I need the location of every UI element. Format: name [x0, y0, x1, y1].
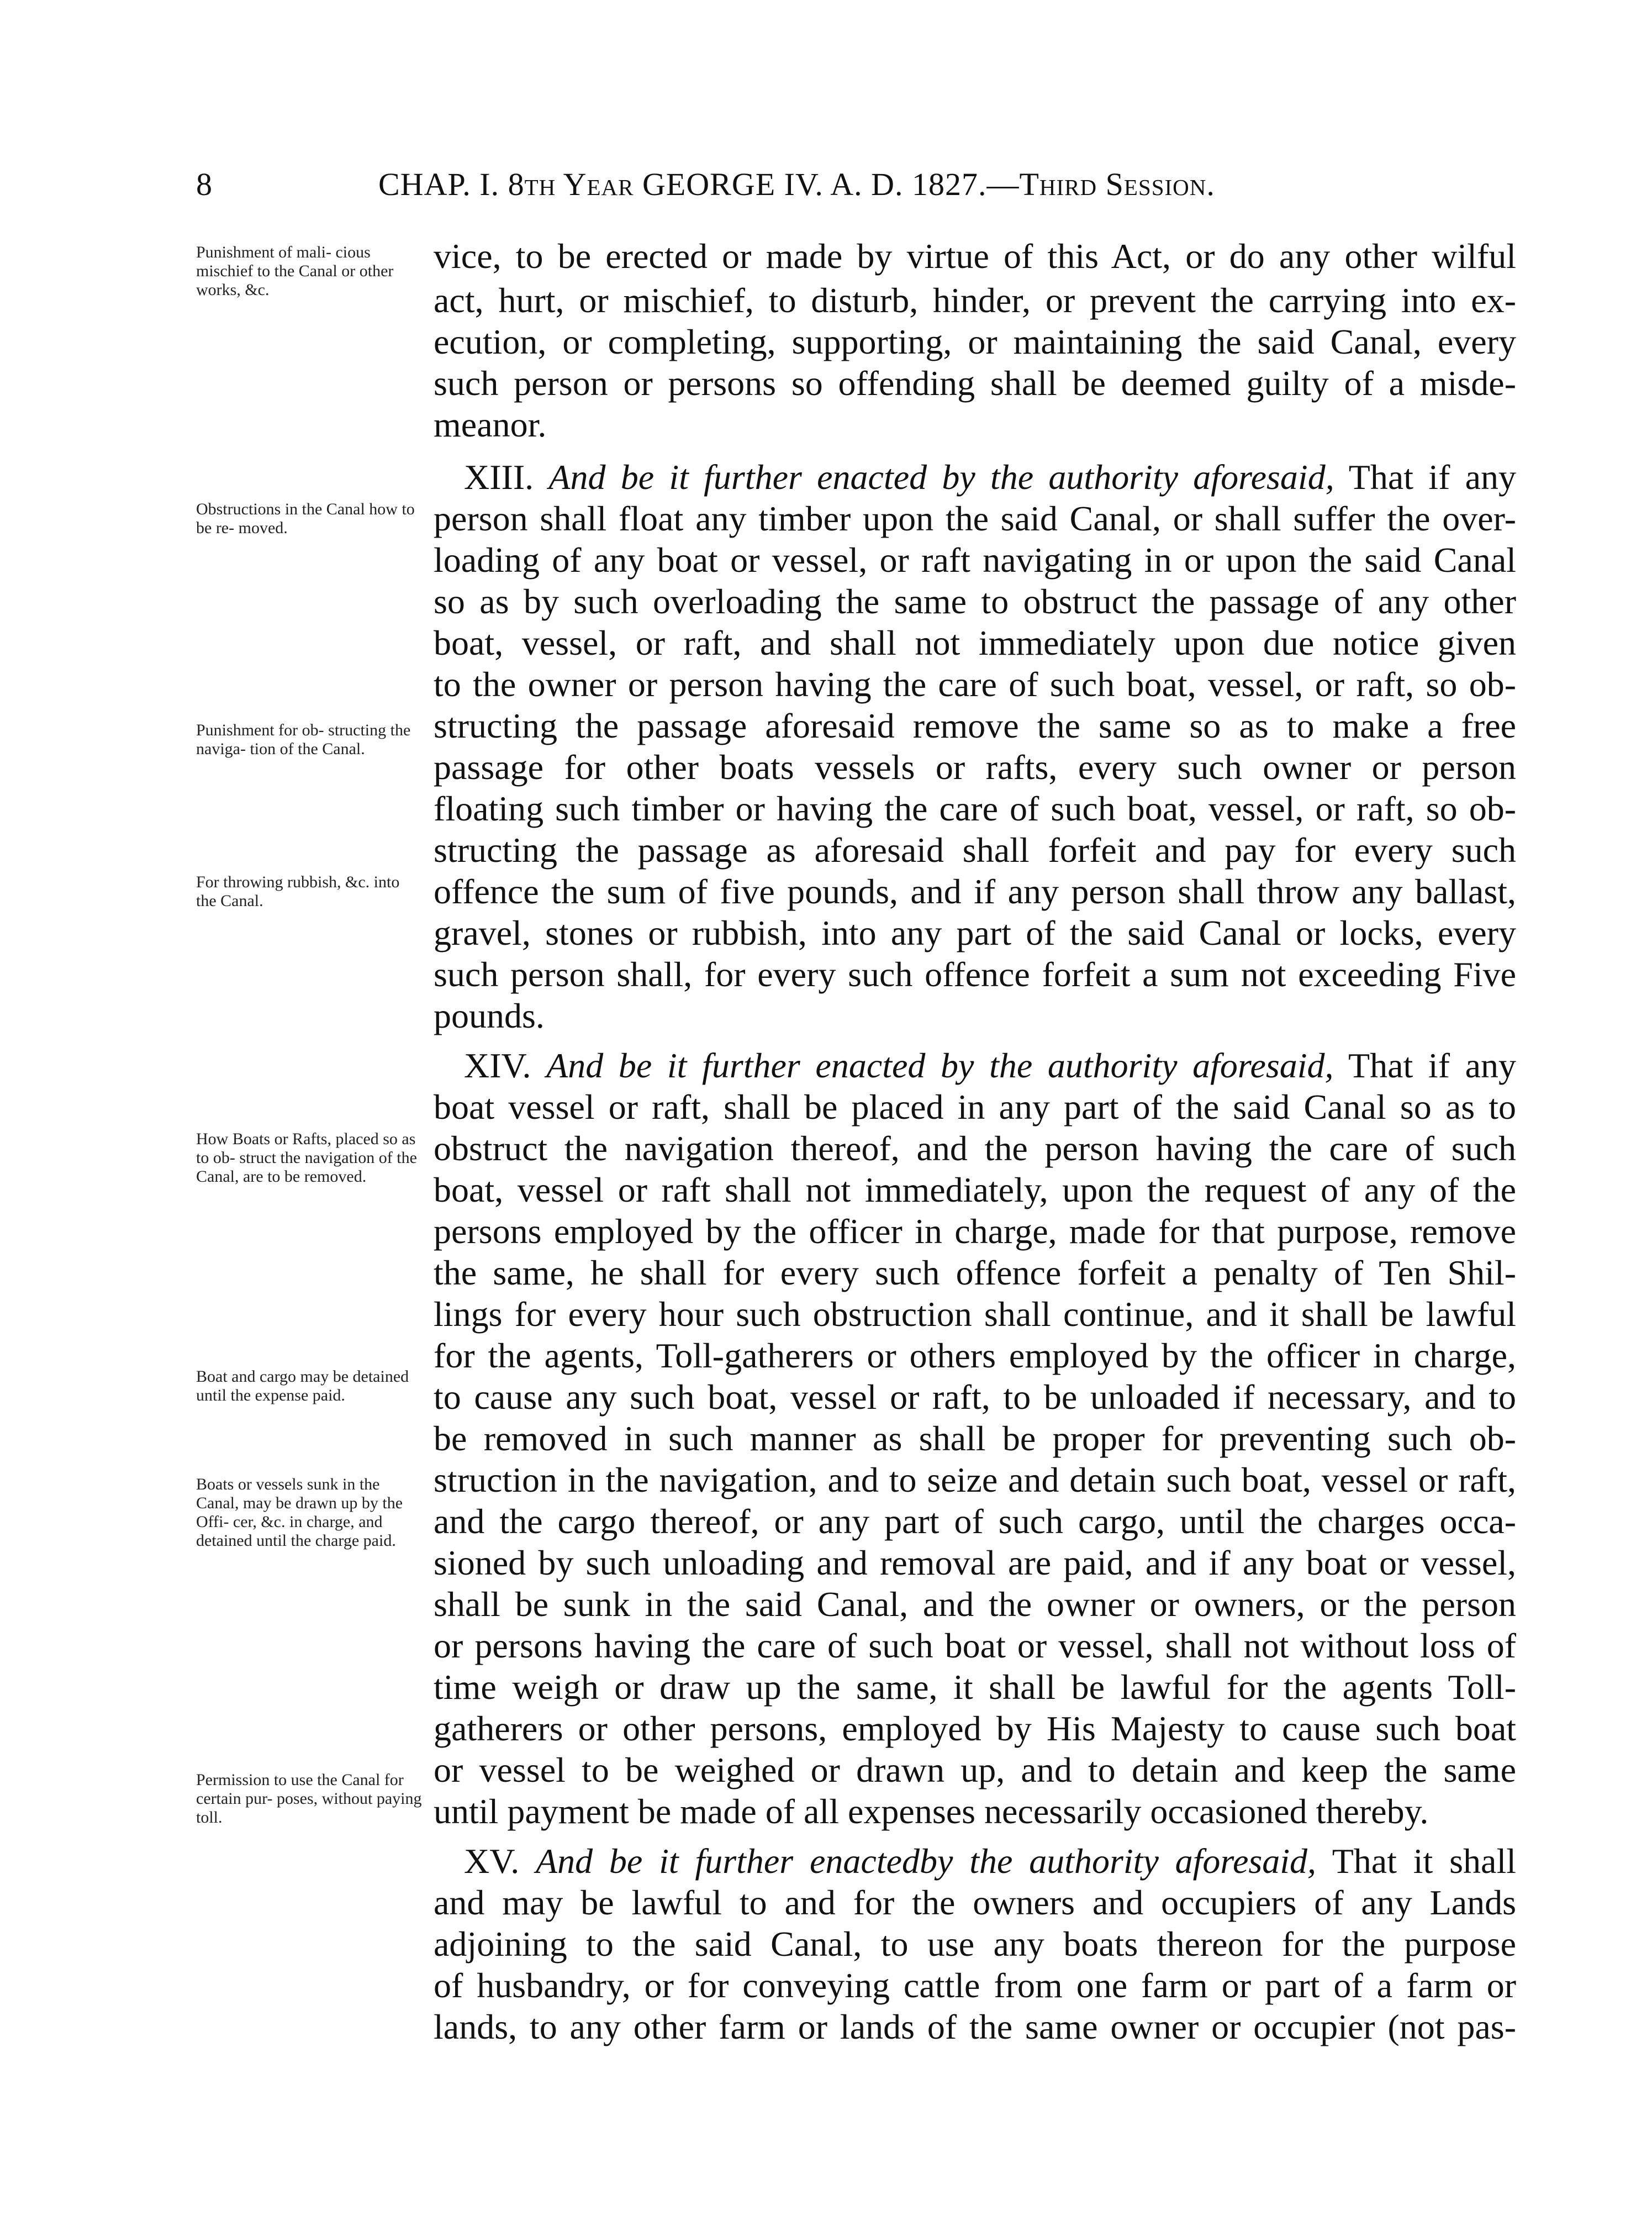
text-line: lands, to any other farm or lands of the same owner or occupier (not pas-	[434, 2007, 1516, 2046]
text-line: persons employed by the officer in charge, made for that purpose, remove	[434, 1212, 1516, 1251]
text-line: obstruct the navigation thereof, and the person having the care of such	[434, 1129, 1516, 1168]
text-line: until payment be made of all expenses necessarily occasioned thereby.	[434, 1792, 1429, 1831]
text-line: ecution, or completing, supporting, or maintaining the said Canal, every	[434, 322, 1516, 361]
text-line: loading of any boat or vessel, or raft navigating in or upon the said Canal	[434, 540, 1516, 580]
section-heading-xv	[464, 1840, 1516, 1883]
section-number: XIV.	[464, 1046, 531, 1085]
text-line: such person shall, for every such offence forfeit a sum not exceeding Five	[434, 955, 1516, 994]
section-heading-xiv	[464, 1044, 1516, 1087]
text-line: sioned by such unloading and removal are paid, and if any boat or vessel,	[434, 1543, 1516, 1582]
sidenote-permission-toll: Permission to use the Canal for certain pur- poses, without paying toll.	[196, 1771, 422, 1827]
text-line: structing the passage aforesaid remove the same so as to make a free	[434, 706, 1516, 745]
text-line: for the agents, Toll-gatherers or others employed by the officer in charge,	[434, 1336, 1516, 1375]
text-line: to cause any such boat, vessel or raft, to be unloaded if necessary, and to	[434, 1377, 1516, 1417]
text-line: shall be sunk in the said Canal, and the owner or owners, or the person	[434, 1585, 1516, 1624]
sidenote-obstructions: Obstructions in the Canal how to be re- moved.	[196, 500, 415, 537]
sidenote-throwing-rubbish: For throwing rubbish, &c. into the Canal.	[196, 873, 400, 910]
text-line: and the cargo thereof, or any part of such cargo, until the charges occa-	[434, 1502, 1516, 1541]
text-line: act, hurt, or mischief, to disturb, hinder, or prevent the carrying into ex-	[434, 281, 1516, 320]
text-line: or persons having the care of such boat or vessel, shall not without loss of	[434, 1626, 1516, 1665]
running-header	[196, 166, 1489, 215]
section-heading-xiii	[464, 456, 1516, 499]
text-line: adjoining to the said Canal, to use any boats thereon for the purpose	[434, 1924, 1516, 1964]
section-intro-tail: That if any	[1348, 457, 1516, 497]
text-line: person shall float any timber upon the said Canal, or shall suffer the over-	[434, 499, 1516, 538]
text-line: or vessel to be weighed or drawn up, and to detain and keep the same	[434, 1750, 1516, 1789]
text-line: meanor.	[434, 405, 547, 444]
text-line: time weigh or draw up the same, it shall be lawful for the agents Toll-	[434, 1667, 1516, 1707]
section-intro-tail: That if any	[1348, 1046, 1516, 1085]
text-line: floating such timber or having the care of such boat, vessel, or raft, so ob-	[434, 789, 1516, 828]
text-line: of husbandry, or for conveying cattle from one farm or part of a farm or	[434, 1966, 1516, 2005]
page-number: 8	[196, 166, 213, 202]
text-line: such person or persons so offending shall be deemed guilty of a misde-	[434, 364, 1516, 403]
text-line: pounds.	[434, 996, 545, 1035]
text-line: passage for other boats vessels or rafts, every such owner or person	[434, 748, 1516, 787]
text-line: structing the passage as aforesaid shall forfeit and pay for every such	[434, 830, 1516, 870]
text-line: struction in the navigation, and to seize and detain such boat, vessel or raft,	[434, 1460, 1516, 1499]
text-line: gatherers or other persons, employed by His Majesty to cause such boat	[434, 1709, 1516, 1748]
section-number: XIII.	[464, 457, 534, 497]
text-line: so as by such overloading the same to obstruct the passage of any other	[434, 582, 1516, 621]
section-intro-tail: That it shall	[1332, 1841, 1516, 1881]
text-line: gravel, stones or rubbish, into any part of the said Canal or locks, every	[434, 913, 1516, 952]
sidenote-malicious-mischief: Punishment of mali- cious mischief to the Canal or other works, &c.	[196, 243, 394, 299]
section-number: XV.	[464, 1841, 520, 1881]
text-line: lings for every hour such obstruction shall continue, and it shall be lawful	[434, 1294, 1516, 1334]
text-line: boat, vessel or raft shall not immediately, upon the request of any of the	[434, 1170, 1516, 1209]
text-line: to the owner or person having the care of such boat, vessel, or raft, so ob-	[434, 665, 1516, 704]
text-line: be removed in such manner as shall be proper for preventing such ob-	[434, 1419, 1516, 1458]
text-line: boat, vessel, or raft, and shall not immediately upon due notice given	[434, 623, 1516, 662]
sidenote-punishment-obstructing: Punishment for ob- structing the naviga- tion of the Canal.	[196, 721, 411, 758]
sidenote-sunk-vessels: Boats or vessels sunk in the Canal, may be drawn up by the Offi- cer, &c. in charge, and detained until the charge paid.	[196, 1475, 403, 1550]
enacting-clause: And be it further enacted by the authority aforesaid,	[548, 457, 1334, 497]
sidenote-boats-rafts-removed: How Boats or Rafts, placed so as to ob- struct the navigation of the Canal, are to be removed.	[196, 1130, 417, 1186]
text-line: boat vessel or raft, shall be placed in any part of the said Canal so as to	[434, 1087, 1516, 1127]
text-line: offence the sum of five pounds, and if any person shall throw any ballast,	[434, 872, 1516, 911]
text-line: the same, he shall for every such offence forfeit a penalty of Ten Shil-	[434, 1253, 1516, 1292]
enacting-clause: And be it further enactedby the authority aforesaid,	[535, 1841, 1317, 1881]
text-line: and may be lawful to and for the owners and occupiers of any Lands	[434, 1883, 1516, 1922]
running-head: CHAP. I. 8th Year GEORGE IV. A. D. 1827.—Third Session.	[378, 166, 1215, 202]
text-line: vice, to be erected or made by virtue of this Act, or do any other wilful	[434, 236, 1516, 276]
enacting-clause: And be it further enacted by the authority aforesaid,	[546, 1046, 1334, 1085]
sidenote-cargo-detained: Boat and cargo may be detained until the expense paid.	[196, 1367, 409, 1404]
